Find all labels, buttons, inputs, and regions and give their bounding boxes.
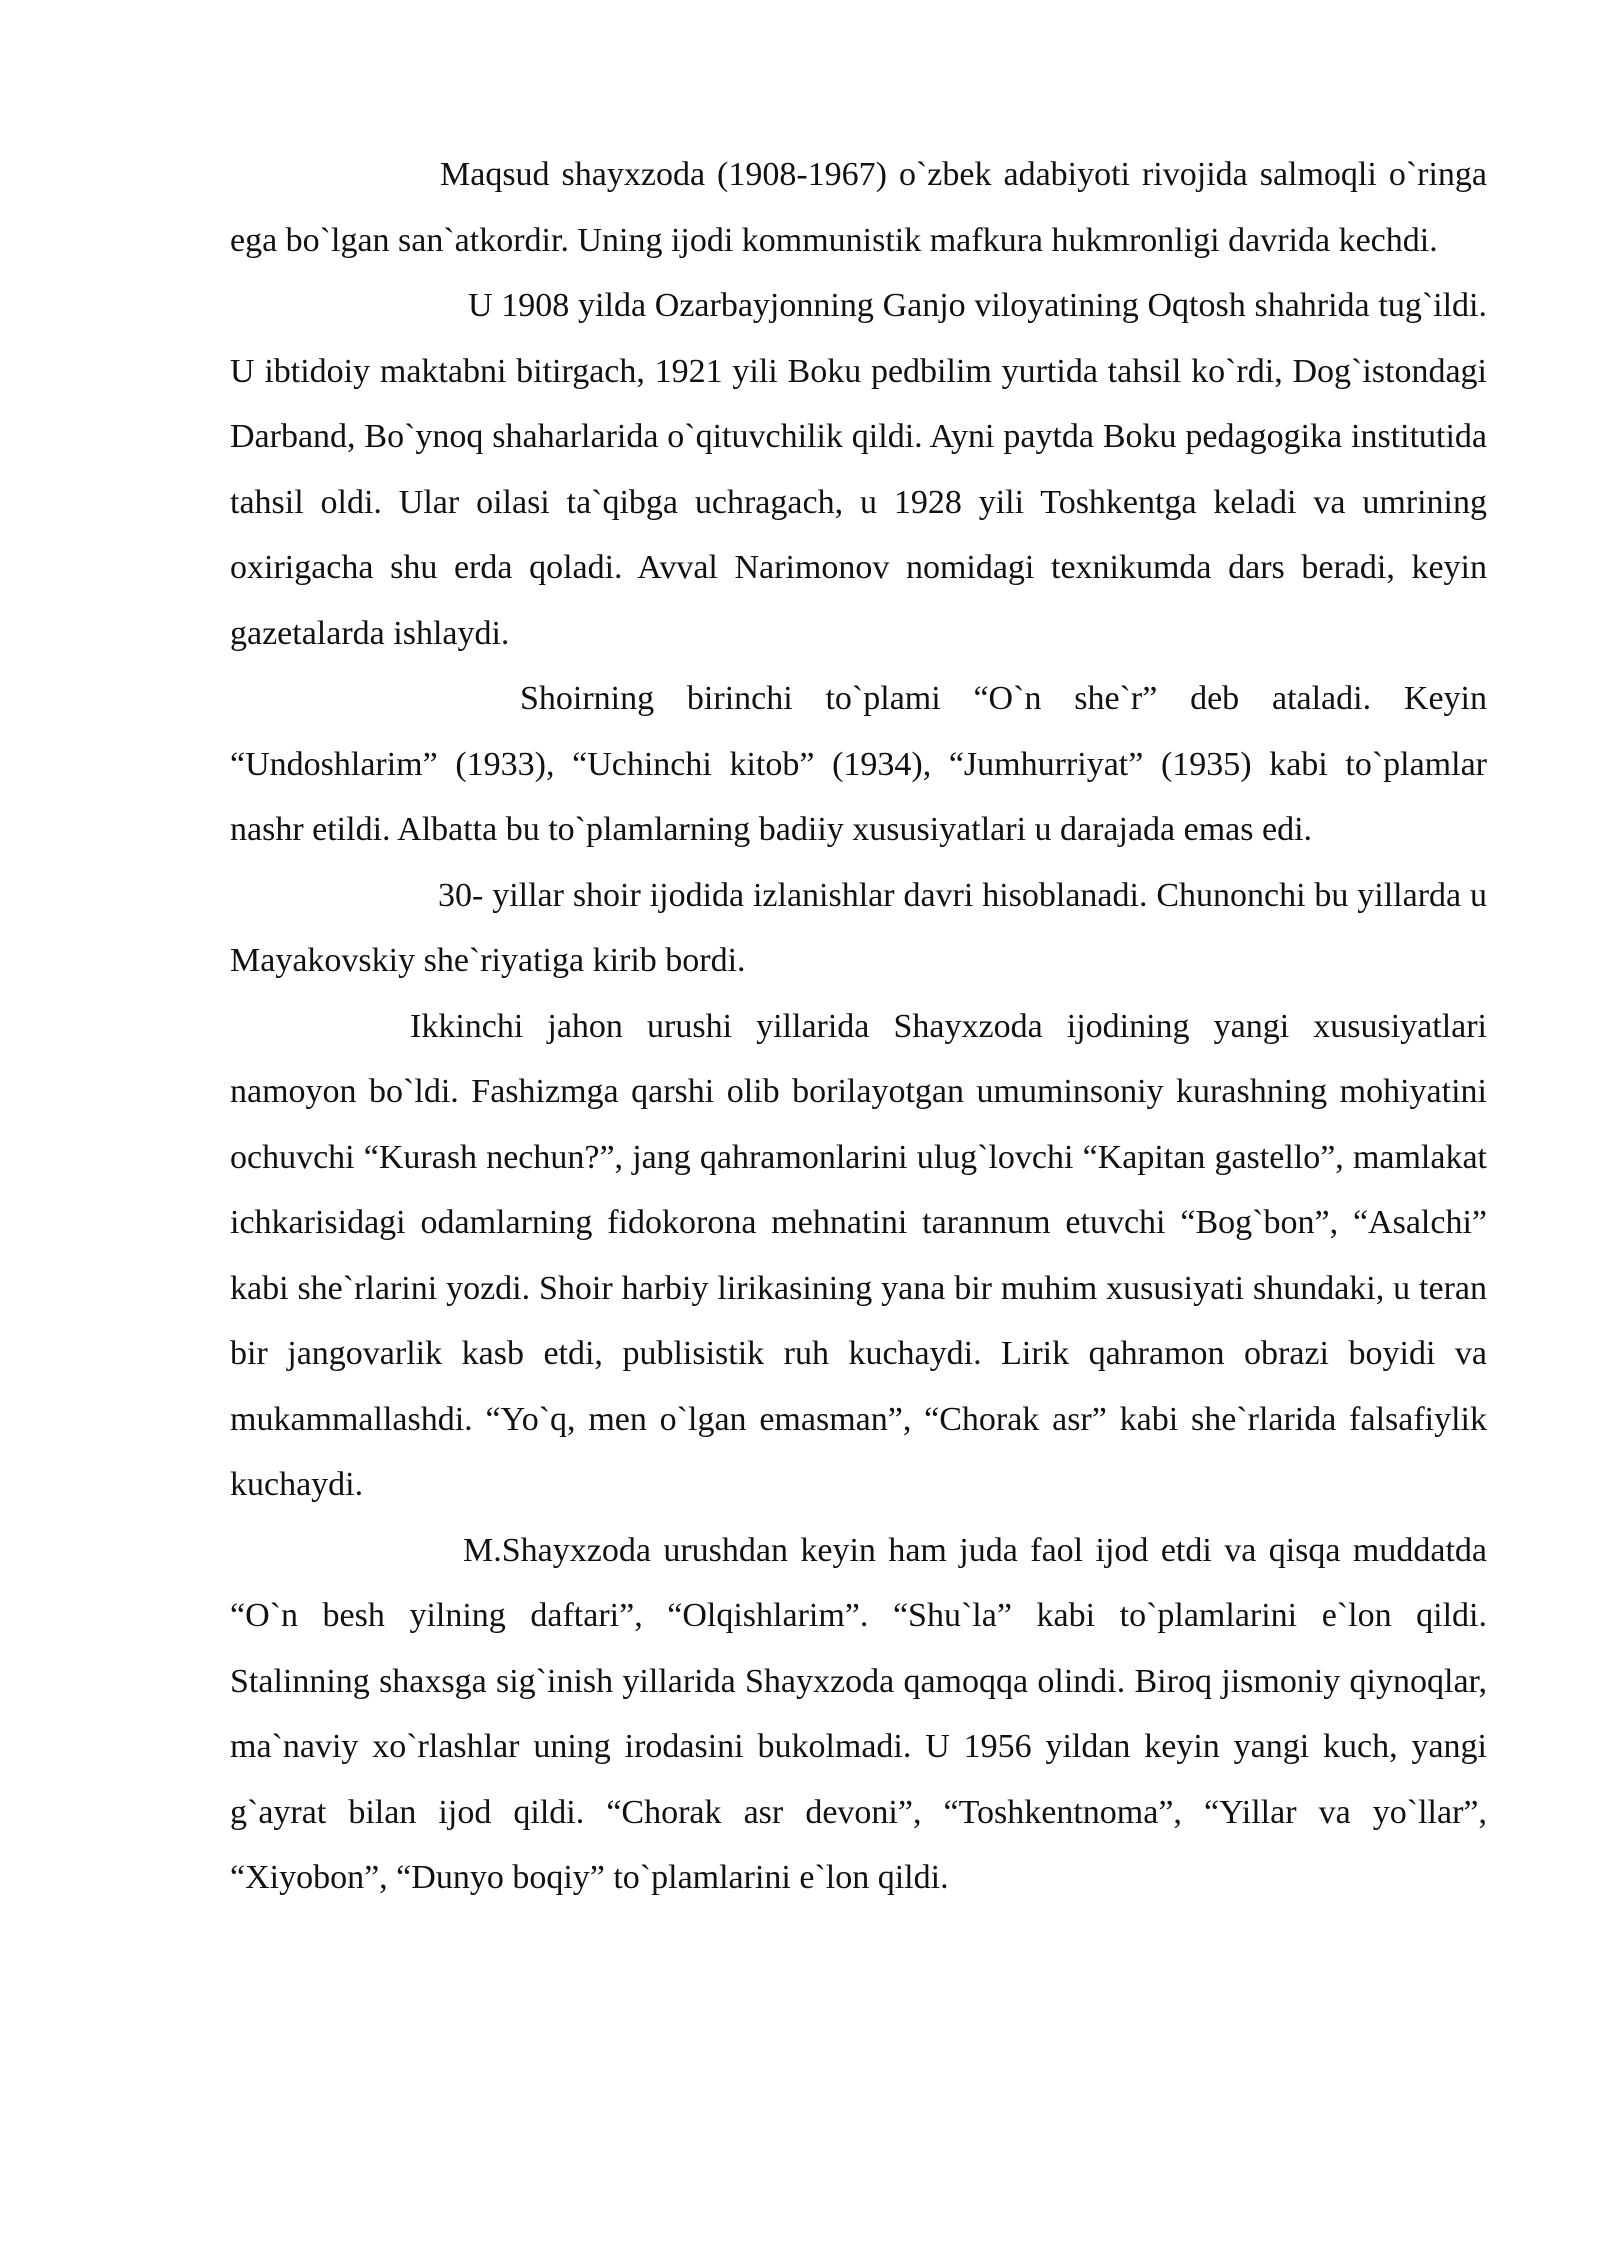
paragraph-intro: Maqsud shayxzoda (1908-1967) o`zbek adabiyoti rivojida salmoqli o`ringa ega bo`lgan san`atkordir. Uning ijodi kommunistik mafkura hukmronligi davrida kechdi. (230, 156, 1487, 259)
paragraph-post-war: M.Shayxzoda urushdan keyin ham juda faol ijod etdi va qisqa muddatda “O`n besh yilning daftari”, “Olqishlarim”. “Shu`la” kabi to`plamlarini e`lon qildi. Stalinning shaxsga sig`inish yillarida Shayxzoda qamoqqa olindi. Biroq jismoniy qiynoqlar, ma`naviy xo`rlashlar uning irodasini bukolmadi. U 1956 yildan keyin yangi kuch, yangi g`ayrat bilan ijod qildi. “Chorak asr devoni”, “Toshkentnoma”, “Yillar va yo`llar”, “Xiyobon”, “Dunyo boqiy” to`plamlarini e`lon qildi. (230, 1531, 1487, 1896)
body-text (230, 142, 1487, 1911)
paragraph-biography: U 1908 yilda Ozarbayjonning Ganjo viloyatining Oqtosh shahrida tug`ildi. U ibtidoiy maktabni bitirgach, 1921 yili Boku pedbilim yurtida tahsil ko`rdi, Dog`istondagi Darband, Bo`ynoq shaharlarida o`qituvchilik qildi. Ayni paytda Boku pedagogika institutida tahsil oldi. Ular oilasi ta`qibga uchragach, u 1928 yili Toshkentga keladi va umrining oxirigacha shu erda qoladi. Avval Narimonov nomidagi texnikumda dars beradi, keyin gazetalarda ishlaydi. (230, 287, 1487, 652)
paragraph-war-years: Ikkinchi jahon urushi yillarida Shayxzoda ijodining yangi xususiyatlari namoyon bo`ldi. Fashizmga qarshi olib borilayotgan umuminsoniy kurashning mohiyatini ochuvchi “Kurash nechun?”, jang qahramonlarini ulug`lovchi “Kapitan gastello”, mamlakat ichkarisidagi odamlarning fidokorona mehnatini tarannum etuvchi “Bog`bon”, “Asalchi” kabi she`rlarini yozdi. Shoir harbiy lirikasining yana bir muhim xususiyati shundaki, u teran bir jangovarlik kasb etdi, publisistik ruh kuchaydi. Lirik qahramon obrazi boyidi va mukammallashdi. “Yo`q, men o`lgan emasman”, “Chorak asr” kabi she`rlarida falsafiylik kuchaydi. (230, 1007, 1487, 1503)
paragraph-thirties: 30- yillar shoir ijodida izlanishlar davri hisoblanadi. Chunonchi bu yillarda u Mayakovskiy she`riyatiga kirib bordi. (230, 876, 1487, 979)
paragraph-first-collections: Shoirning birinchi to`plami “O`n she`r” deb ataladi. Keyin “Undoshlarim” (1933), “Uchinchi kitob” (1934), “Jumhurriyat” (1935) kabi to`plamlar nashr etildi. Albatta bu to`plamlarning badiiy xususiyatlari u darajada emas edi. (230, 680, 1487, 848)
